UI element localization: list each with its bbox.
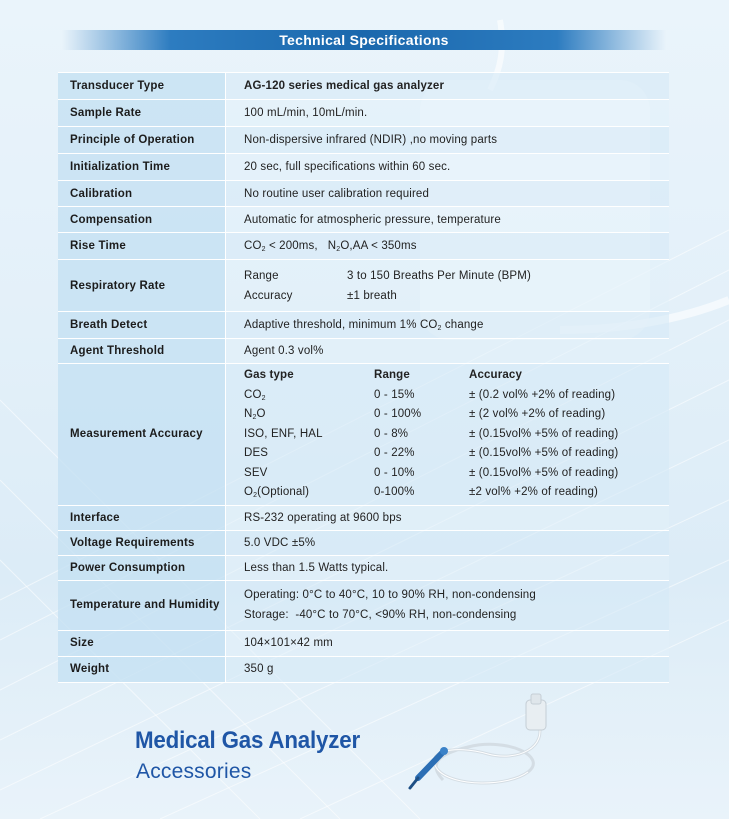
- accuracy-range: 0 - 8%: [374, 427, 409, 440]
- table-row: [58, 312, 669, 339]
- gas-name: O: [244, 486, 254, 498]
- row-value: 20 sec, full specifications within 60 sec.: [226, 154, 670, 181]
- row-value: AG-120 series medical gas analyzer: [226, 73, 670, 100]
- table-row: [58, 154, 669, 181]
- row-value: 350 g: [226, 656, 670, 682]
- row-value: [226, 260, 670, 312]
- table-row: [58, 181, 669, 207]
- row-value: [226, 364, 670, 506]
- accuracy-value: ± (0.15vol% +5% of reading): [469, 447, 619, 459]
- gas-name: DES: [244, 447, 269, 459]
- rise-co2-value: < 200ms, N: [265, 239, 337, 252]
- row-label: Voltage Requirements: [58, 530, 226, 555]
- product-title: Medical Gas Analyzer: [135, 727, 360, 754]
- gas-name: ISO, ENF, HAL: [244, 427, 323, 440]
- table-row: [58, 364, 669, 506]
- row-label: Agent Threshold: [58, 339, 226, 364]
- row-label: Size: [58, 630, 226, 656]
- row-value: [226, 580, 670, 630]
- row-label: Transducer Type: [58, 73, 226, 100]
- row-label: Rise Time: [58, 233, 226, 260]
- breath-sub: 2: [437, 324, 442, 332]
- resp-range-key: Range: [244, 269, 279, 282]
- accuracy-range: 0 - 22%: [374, 447, 415, 459]
- accuracy-range: 0 - 10%: [374, 466, 415, 479]
- gas-sub: 2: [253, 492, 258, 499]
- accuracy-value: ± (2 vol% +2% of reading): [469, 408, 606, 420]
- row-label: Compensation: [58, 207, 226, 233]
- accuracy-value: ± (0.2 vol% +2% of reading): [469, 388, 616, 401]
- row-label: Power Consumption: [58, 555, 226, 580]
- row-label: Sample Rate: [58, 100, 226, 127]
- row-label: Temperature and Humidity: [58, 580, 226, 630]
- resp-accuracy-value: ±1 breath: [347, 289, 397, 302]
- accuracy-gas: [244, 425, 374, 445]
- row-value: Less than 1.5 Watts typical.: [226, 555, 670, 580]
- table-row: [58, 555, 669, 580]
- gas-name: N: [244, 408, 253, 420]
- gas-sub: 2: [252, 414, 257, 421]
- accuracy-gas: [244, 405, 374, 425]
- accuracy-range: 0-100%: [374, 486, 415, 498]
- accuracy-header: Accuracy: [469, 369, 522, 381]
- row-label: Interface: [58, 505, 226, 530]
- table-row: [58, 100, 669, 127]
- breath-tail: change: [441, 318, 484, 331]
- gas-name: CO: [244, 388, 262, 401]
- breath-value: Adaptive threshold, minimum 1% CO: [244, 318, 438, 331]
- accuracy-gas: [244, 444, 374, 464]
- row-label: Breath Detect: [58, 312, 226, 339]
- row-value: Non-dispersive infrared (NDIR) ,no moving parts: [226, 127, 670, 154]
- accuracy-range: 0 - 100%: [374, 408, 422, 420]
- row-value: [226, 233, 670, 260]
- accuracy-header: Range: [374, 369, 410, 381]
- row-value: Automatic for atmospheric pressure, temperature: [226, 207, 670, 233]
- section-banner: [62, 30, 666, 50]
- resp-accuracy-key: Accuracy: [244, 289, 293, 302]
- row-label: Initialization Time: [58, 154, 226, 181]
- row-value: 104×101×42 mm: [226, 630, 670, 656]
- rise-co2: CO: [244, 239, 262, 252]
- row-label: Weight: [58, 656, 226, 682]
- gas-sub: 2: [261, 394, 266, 402]
- table-row: [58, 530, 669, 555]
- temp-storage: Storage: -40°C to 70°C, <90% RH, non-condensing: [244, 609, 517, 621]
- row-label: Respiratory Rate: [58, 260, 226, 312]
- row-value: 100 mL/min, 10mL/min.: [226, 100, 670, 127]
- table-row: [58, 233, 669, 260]
- table-row: [58, 127, 669, 154]
- rise-rest: O,AA < 350ms: [340, 239, 417, 252]
- accuracy-value: ± (0.15vol% +5% of reading): [469, 466, 619, 479]
- table-row: [58, 73, 669, 100]
- accuracy-gas: [244, 483, 374, 503]
- banner-title: Technical Specifications: [279, 32, 449, 48]
- table-row: [58, 339, 669, 364]
- row-label: Measurement Accuracy: [58, 364, 226, 506]
- accuracy-gas: [244, 386, 374, 406]
- accuracy-value: ± (0.15vol% +5% of reading): [469, 427, 619, 440]
- product-subtitle: Accessories: [136, 760, 252, 783]
- row-value: [226, 312, 670, 339]
- row-label: Calibration: [58, 181, 226, 207]
- accuracy-value: ±2 vol% +2% of reading): [469, 486, 598, 498]
- table-row: [58, 630, 669, 656]
- row-value: Agent 0.3 vol%: [226, 339, 670, 364]
- resp-range-value: 3 to 150 Breaths Per Minute (BPM): [347, 269, 531, 282]
- row-value: No routine user calibration required: [226, 181, 670, 207]
- table-row: [58, 580, 669, 630]
- table-row: [58, 207, 669, 233]
- rise-n2o-sub: 2: [336, 245, 341, 253]
- sampling-line-image: [398, 692, 568, 802]
- table-row: [58, 260, 669, 312]
- row-value: 5.0 VDC ±5%: [226, 530, 670, 555]
- row-label: Principle of Operation: [58, 127, 226, 154]
- row-value: RS-232 operating at 9600 bps: [226, 505, 670, 530]
- spec-table: [58, 72, 669, 683]
- gas-name: SEV: [244, 466, 268, 479]
- table-row: [58, 505, 669, 530]
- accuracy-range: 0 - 15%: [374, 388, 415, 401]
- accuracy-gas: [244, 464, 374, 484]
- temp-operating: Operating: 0°C to 40°C, 10 to 90% RH, non-condensing: [244, 589, 536, 601]
- table-row: [58, 656, 669, 682]
- rise-co2-sub: 2: [261, 245, 266, 253]
- accuracy-grid: [244, 364, 669, 505]
- gas-tail: (Optional): [257, 486, 310, 498]
- accuracy-header: Gas type: [244, 369, 294, 381]
- gas-tail: O: [256, 408, 266, 420]
